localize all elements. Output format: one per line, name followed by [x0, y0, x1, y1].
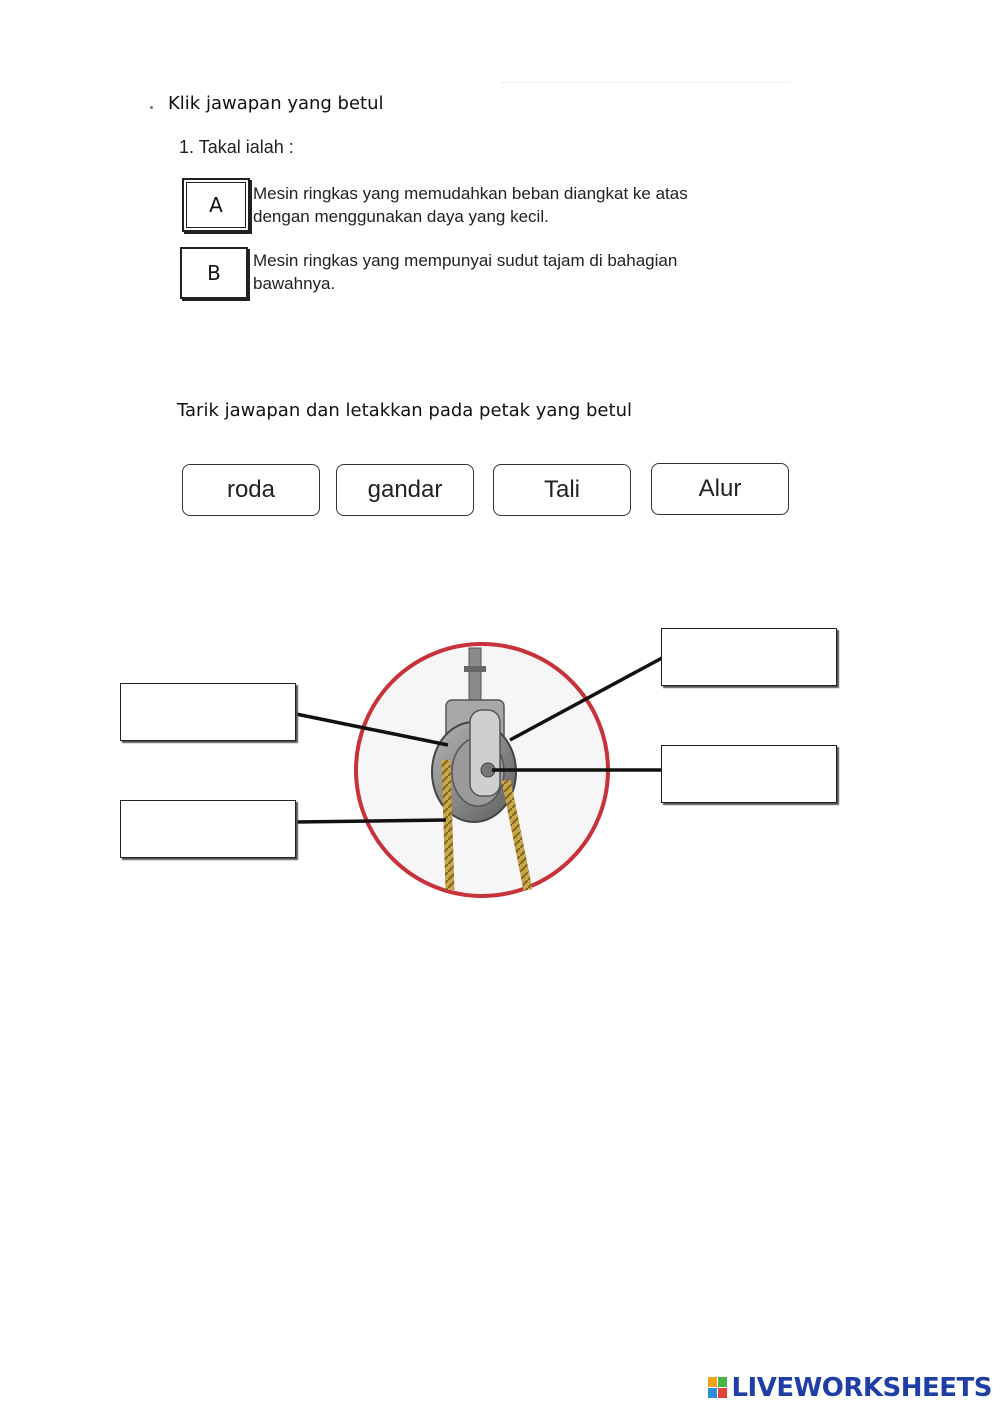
logo-mark-icon [708, 1377, 728, 1399]
option-b-text: Mesin ringkas yang mempunyai sudut tajam di bahagian bawahnya. [253, 251, 678, 293]
choice-alur[interactable]: Alur [651, 463, 789, 515]
pulley-axle [470, 710, 500, 796]
scan-line [500, 82, 790, 83]
choice-tali[interactable]: Tali [493, 464, 631, 516]
option-b-button[interactable] [180, 247, 248, 299]
choice-gandar[interactable]: gandar [336, 464, 474, 516]
option-a-label: A [209, 193, 223, 217]
bullet-dot [150, 106, 153, 109]
pulley-diagram [0, 600, 1000, 920]
option-a-text: Mesin ringkas yang memudahkan beban diangkat ke atas dengan menggunakan daya yang kecil. [253, 184, 688, 226]
drop-zone-left-top[interactable] [120, 683, 296, 741]
leader-line-2 [296, 820, 446, 822]
choice-roda[interactable]: roda [182, 464, 320, 516]
option-b-label: B [207, 261, 221, 285]
drop-zone-right-top[interactable] [661, 628, 837, 686]
pulley-hook [469, 648, 481, 700]
logo-text: LIVEWORKSHEETS [731, 1373, 992, 1403]
instruction-drag: Tarik jawapan dan letakkan pada petak yang betul [177, 400, 632, 421]
option-a-button[interactable] [182, 178, 250, 232]
drop-zone-right-bottom[interactable] [661, 745, 837, 803]
liveworksheets-logo [708, 1373, 992, 1403]
rope-left [446, 760, 450, 890]
question-title: 1. Takal ialah : [179, 137, 294, 157]
drop-zone-left-bottom[interactable] [120, 800, 296, 858]
instruction-click: Klik jawapan yang betul [168, 93, 384, 114]
